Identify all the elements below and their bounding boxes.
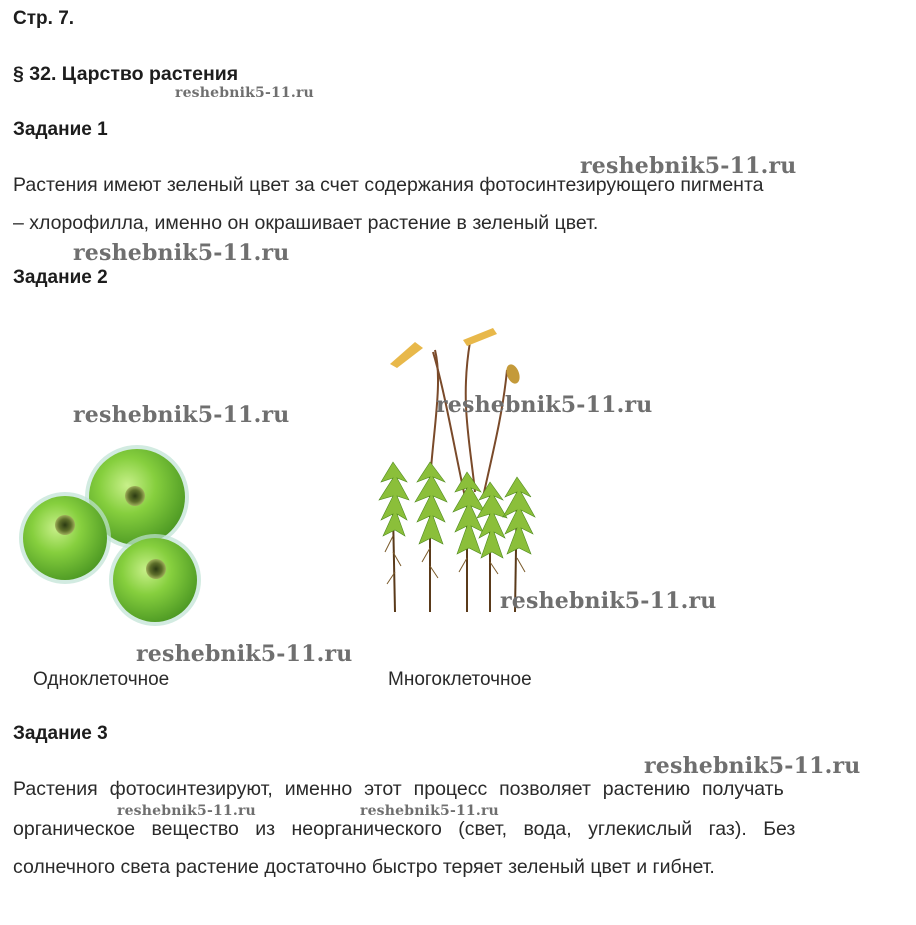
watermark: reshebnik5-11.ru [73,240,290,266]
watermark: reshebnik5-11.ru [360,803,499,819]
watermark: reshebnik5-11.ru [73,402,290,428]
task1-heading: Задание 1 [13,119,108,140]
task1-line2: – хлорофилла, именно он окрашивает растение в зеленый цвет. [13,212,599,234]
watermark: reshebnik5-11.ru [117,803,256,819]
task3-line3: солнечного света растение достаточно быстро теряет зеленый цвет и гибнет. [13,856,715,878]
task2-heading: Задание 2 [13,267,108,288]
watermark: reshebnik5-11.ru [136,641,353,667]
task1-line1: Растения имеют зеленый цвет за счет содержания фотосинтезирующего пигмента [13,174,764,196]
watermark: reshebnik5-11.ru [580,153,797,179]
task3-line2: органическое вещество из неорганического (свет, вода, углекислый газ). Без [13,818,796,840]
page-label: Стр. 7. [13,8,75,29]
watermark: reshebnik5-11.ru [436,392,653,418]
task3-heading: Задание 3 [13,723,108,744]
multicellular-moss-illustration [375,322,550,614]
unicellular-cells-illustration [15,425,205,640]
section-title: § 32. Царство растения [13,63,239,85]
cell-left [19,492,111,584]
caption-unicellular: Одноклеточное [33,669,170,690]
cell-bottom-right [109,534,201,626]
moss-capsules [390,328,522,385]
watermark: reshebnik5-11.ru [500,588,717,614]
watermark: reshebnik5-11.ru [175,85,314,101]
caption-multicellular: Многоклеточное [388,669,532,690]
watermark: reshebnik5-11.ru [644,753,861,779]
task3-line1: Растения фотосинтезируют, именно этот процесс позволяет растению получать [13,778,784,800]
